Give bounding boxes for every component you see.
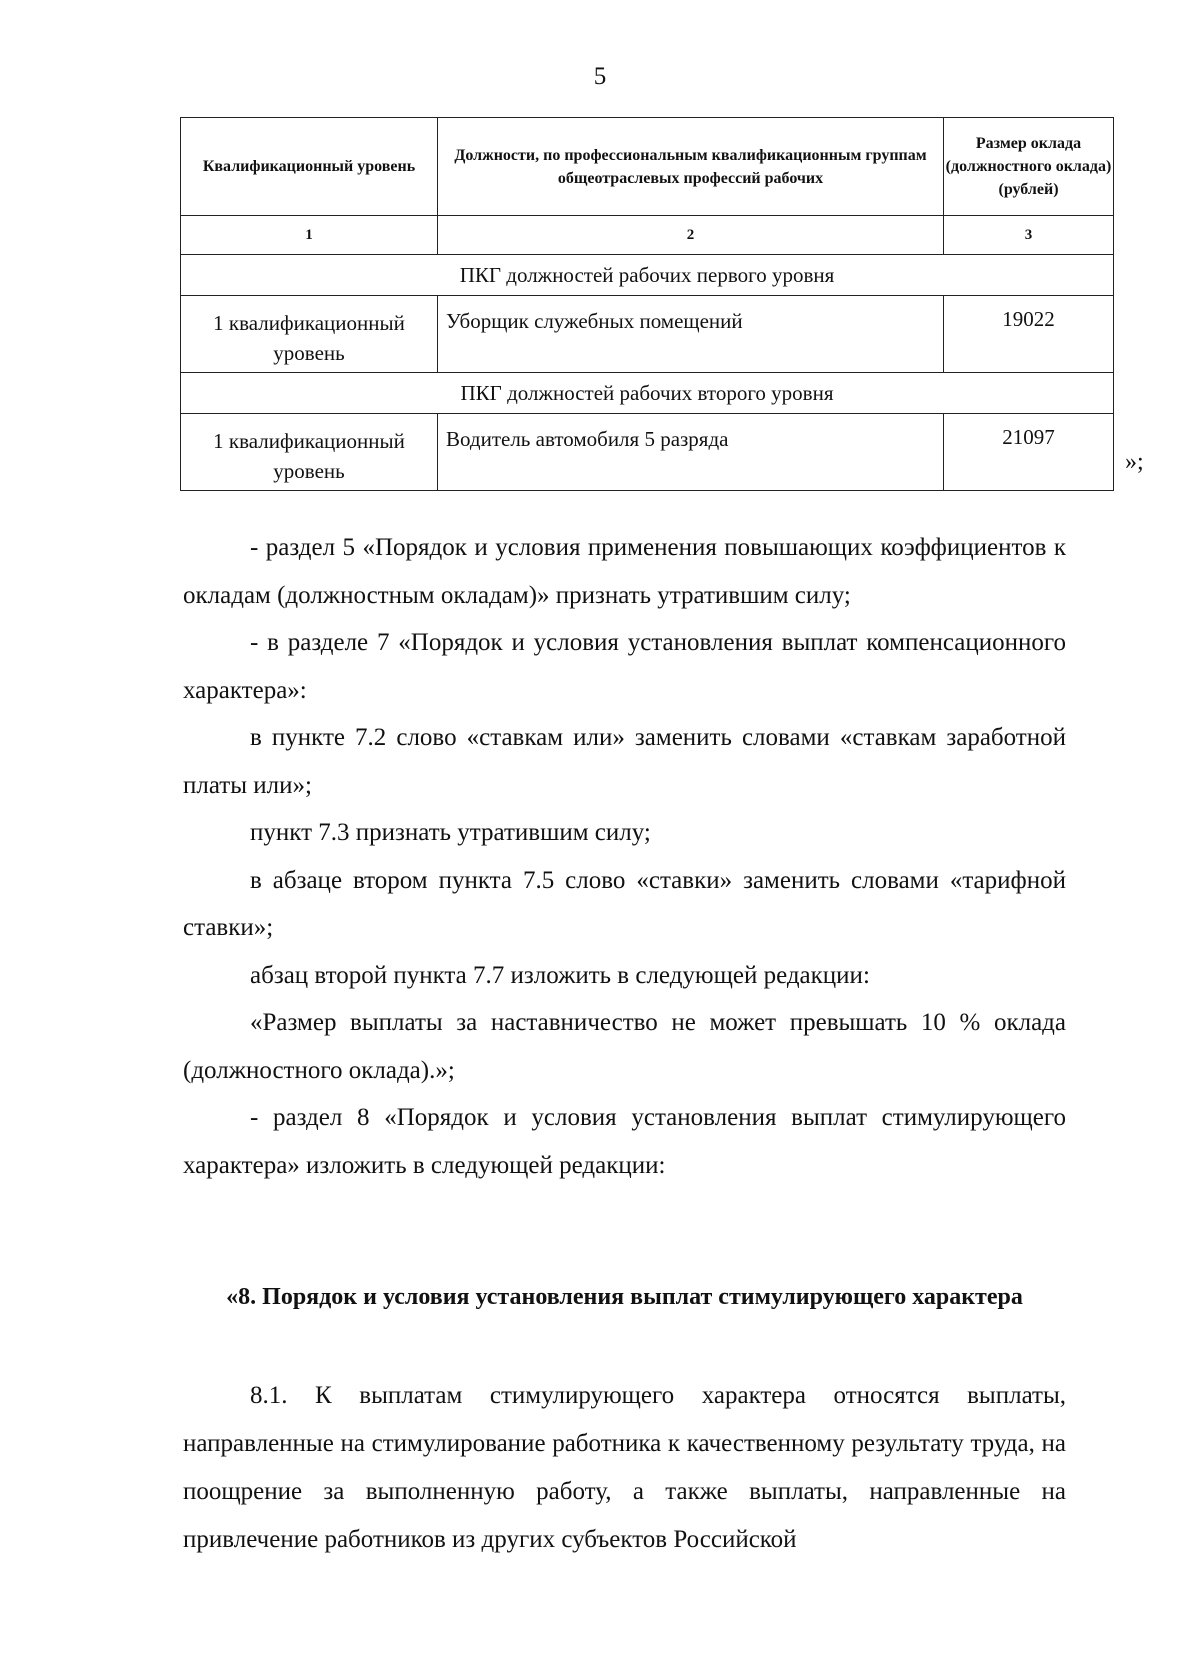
paragraph: абзац второй пункта 7.7 изложить в следующей редакции:	[250, 961, 870, 989]
qualification-level-cell: 1 квалификационный уровень	[181, 414, 438, 491]
clause-8-1	[183, 1372, 1066, 1564]
table-row	[181, 414, 1114, 491]
header-positions: Должности, по профессиональным квалификационным группам общеотраслевых профессий рабочих	[438, 118, 944, 216]
qualification-level-cell: 1 квалификационный уровень	[181, 296, 438, 373]
column-number: 3	[944, 216, 1114, 255]
group-title: ПКГ должностей рабочих первого уровня	[181, 255, 1114, 296]
table-header-row	[181, 118, 1114, 216]
section-heading: «8. Порядок и условия установления выплат стимулирующего характера	[226, 1284, 1023, 1310]
paragraph: в пункте 7.2 слово «ставкам или» заменить словами «ставкам заработной платы или»;	[183, 724, 1066, 799]
table-group-row	[181, 255, 1114, 296]
salary-cell: 19022	[944, 296, 1114, 373]
table-group-row	[181, 373, 1114, 414]
paragraph: - раздел 5 «Порядок и условия применения повышающих коэффициентов к окладам (должностным окладам)» признать утратившим силу;	[183, 534, 1066, 609]
group-title: ПКГ должностей рабочих второго уровня	[181, 373, 1114, 414]
salary-cell: 21097	[944, 414, 1114, 491]
header-salary: Размер оклада (должностного оклада) (рублей)	[944, 118, 1114, 216]
header-qualification-level: Квалификационный уровень	[181, 118, 438, 216]
column-number: 1	[181, 216, 438, 255]
paragraph: - в разделе 7 «Порядок и условия установления выплат компенсационного характера»:	[183, 629, 1066, 704]
amendment-text	[183, 524, 1066, 1189]
column-number: 2	[438, 216, 944, 255]
paragraph: пункт 7.3 признать утратившим силу;	[250, 819, 651, 846]
paragraph: в абзаце втором пункта 7.5 слово «ставки» заменить словами «тарифной ставки»;	[183, 866, 1066, 941]
column-number-row	[181, 216, 1114, 255]
position-cell: Уборщик служебных помещений	[438, 296, 944, 373]
paragraph: - раздел 8 «Порядок и условия установления выплат стимулирующего характера» изложить в следующей редакции:	[183, 1104, 1066, 1179]
paragraph: 8.1. К выплатам стимулирующего характера относятся выплаты, направленные на стимулирование работника к качественному результату труда, на поощрение за выполненную работу, а также выплаты, направленные на привлечение работников из других субъектов Российской	[183, 1382, 1066, 1553]
salary-table	[180, 117, 1114, 491]
table-row	[181, 296, 1114, 373]
position-cell: Водитель автомобиля 5 разряда	[438, 414, 944, 491]
page-number: 5	[593, 63, 607, 90]
paragraph: «Размер выплаты за наставничество не может превышать 10 % оклада (должностного оклада).»;	[183, 1009, 1066, 1084]
table-closing-quote: »;	[1125, 449, 1144, 475]
